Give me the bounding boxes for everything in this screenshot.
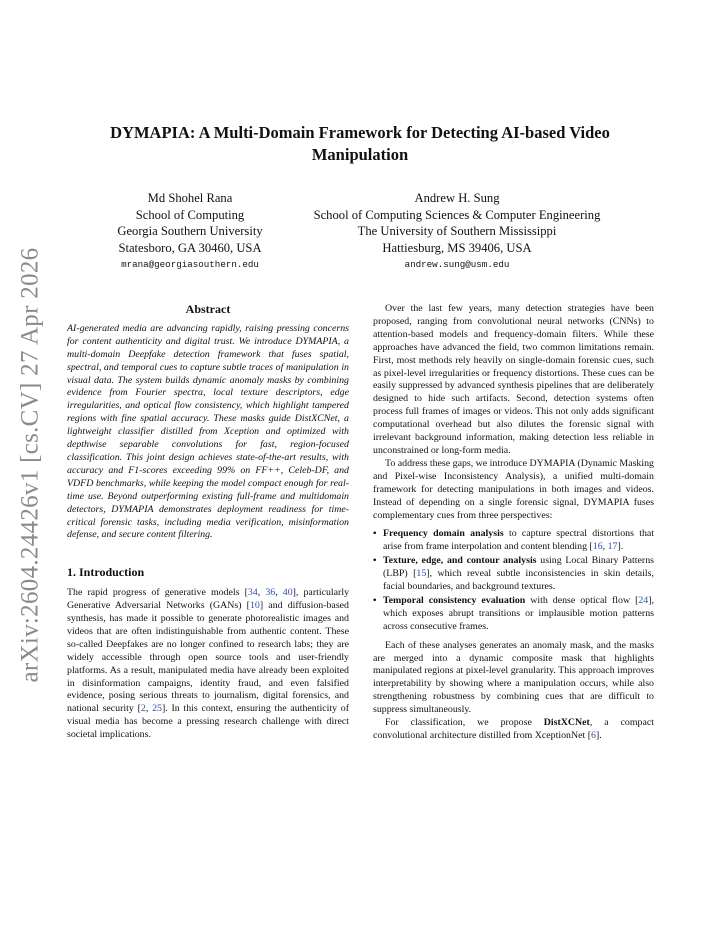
arxiv-identifier-stamp — [10, 247, 50, 683]
author-block-1 — [92, 190, 288, 274]
arxiv-id-text: arXiv:2604.24426v1 [cs.CV] 27 Apr 2026 — [16, 247, 44, 683]
contribution-list — [373, 528, 654, 633]
author-name: Md Shohel Rana — [147, 191, 233, 205]
author-university: Georgia Southern University — [117, 224, 263, 238]
author-department: School of Computing Sciences & Computer Engineering — [313, 207, 601, 222]
right-column — [373, 303, 654, 743]
author-name: Andrew H. Sung — [414, 191, 500, 205]
list-item-frequency: • Frequency domain analysis to capture spectral distortions that arise from frame interpolation and content blending [16, 17]. — [373, 528, 654, 554]
citation-link[interactable]: 36 — [265, 587, 276, 599]
citation-link[interactable]: 2 — [140, 703, 146, 715]
author-location: Statesboro, GA 30460, USA — [118, 240, 262, 255]
author-email: mrana@georgiasouthern.edu — [121, 259, 259, 270]
list-item-texture: • Texture, edge, and contour analysis using Local Binary Patterns (LBP) [15], which reveal subtle inconsistencies in skin details, facial boundaries, and background textures. — [373, 555, 654, 594]
author-location: Hattiesburg, MS 39406, USA — [382, 240, 532, 255]
author-department: School of Computing — [135, 207, 245, 222]
citation-link[interactable]: 15 — [416, 568, 427, 580]
citation-link[interactable]: 34 — [247, 587, 258, 599]
body-paragraph-1: Over the last few years, many detection strategies have been proposed, ranging from convolutional neural networks (CNNs) to attention-based models and frequency-domain filters. While these approaches have advanced the field, two common limitations remain. First, most methods rely heavily on single-domain forensic cues, such as pixel-level irregularities or frequency distortions. These cues can be easily suppressed by advanced synthesis pipelines that are deliberately designed to hide such artifacts. Second, detection systems often process full frames of images or videos. This not only adds significant computational overhead but also dilutes the forensic signal with irrelevant background information, making detection less reliable in unconstrained or long-form media. — [373, 303, 654, 456]
citation-link[interactable]: 6 — [591, 730, 596, 741]
body-paragraph-4: For classification, we propose DistXCNet, a compact convolutional architecture distilled from XceptionNet [6]. — [373, 717, 654, 741]
citation-link[interactable]: 40 — [282, 587, 293, 599]
author-block-2 — [292, 190, 622, 274]
section-heading-introduction: 1. Introduction — [67, 565, 145, 580]
paper-title: DYMAPIA: A Multi-Domain Framework for Detecting AI-based Video Manipulation — [110, 123, 610, 164]
author-university: The University of Southern Mississippi — [357, 224, 557, 238]
citation-link[interactable]: 24 — [638, 594, 649, 606]
citation-link[interactable]: 17 — [607, 541, 618, 553]
citation-link[interactable]: 10 — [249, 600, 260, 612]
left-column — [67, 303, 349, 742]
list-item-temporal: • Temporal consistency evaluation with dense optical flow [24], which exposes abrupt transitions or implausible motion patterns across consecutive frames. — [373, 595, 654, 634]
citation-link[interactable]: 16 — [592, 541, 603, 553]
author-email: andrew.sung@usm.edu — [404, 259, 510, 270]
body-paragraph-2: To address these gaps, we introduce DYMAPIA (Dynamic Masking and Pixel-wise Inconsistency Analysis), a unified multi-domain framework for detecting manipulations in both images and videos. Instead of depending on a single forensic signal, DYMAPIA fuses complementary cues from three perspectives: — [373, 457, 654, 521]
citation-link[interactable]: 25 — [152, 703, 162, 715]
intro-paragraph-1: The rapid progress of generative models [34, 36, 40], particularly Generative Adversarial Networks (GANs) [10] and diffusion-based synthesis, has made it possible to generate photorealistic images and videos that are often indistinguishable from authentic content. These so-called Deepfakes are no longer confined to research labs; they are widely accessible through open source tools and user-friendly platforms. As a result, manipulated media have already been exploited in disinformation campaigns, identity fraud, and even falsified evidence, posing serious threats to journalism, digital forensics, and national security [2, 25]. In this context, ensuring the authenticity of visual media has become a pressing research challenge with direct societal implications. — [67, 587, 350, 741]
body-paragraph-3: Each of these analyses generates an anomaly mask, and the masks are merged into a dynamic composite mask that highlights manipulated regions at pixel-level granularity. This approach improves interpretability by showing where a manipulation occurs, while also strengthening robustness by combining cues that are difficult to suppress simultaneously. — [373, 639, 654, 716]
abstract-heading: Abstract — [185, 302, 231, 316]
abstract-text: AI-generated media are advancing rapidly, raising pressing concerns for content authenticity and digital trust. We introduce DYMAPIA, a multi-domain Deepfake detection framework that fuses spatial, spectral, and temporal cues to capture subtle traces of manipulation in visual data. The system builds dynamic anomaly masks by combining evidence from Fourier spectra, local texture descriptors, edge irregularities, and optical flow consistency, which highlight tampered regions with fine spatial accuracy. These masks guide DistXCNet, a lightweight classifier distilled from Xception and optimized with depthwise separable convolutions for fast, region-focused classification. This joint design achieves state-of-the-art results, with accuracy and F1-scores exceeding 99% on FF++, Celeb-DF, and VDFD benchmarks, while keeping the model compact enough for real-time use. Beyond outperforming existing full-frame and multidomain detectors, DYMAPIA demonstrates deployment readiness for time-critical forensic tasks, including media verification, misinformation defense, and secure content filtering. — [67, 322, 349, 541]
